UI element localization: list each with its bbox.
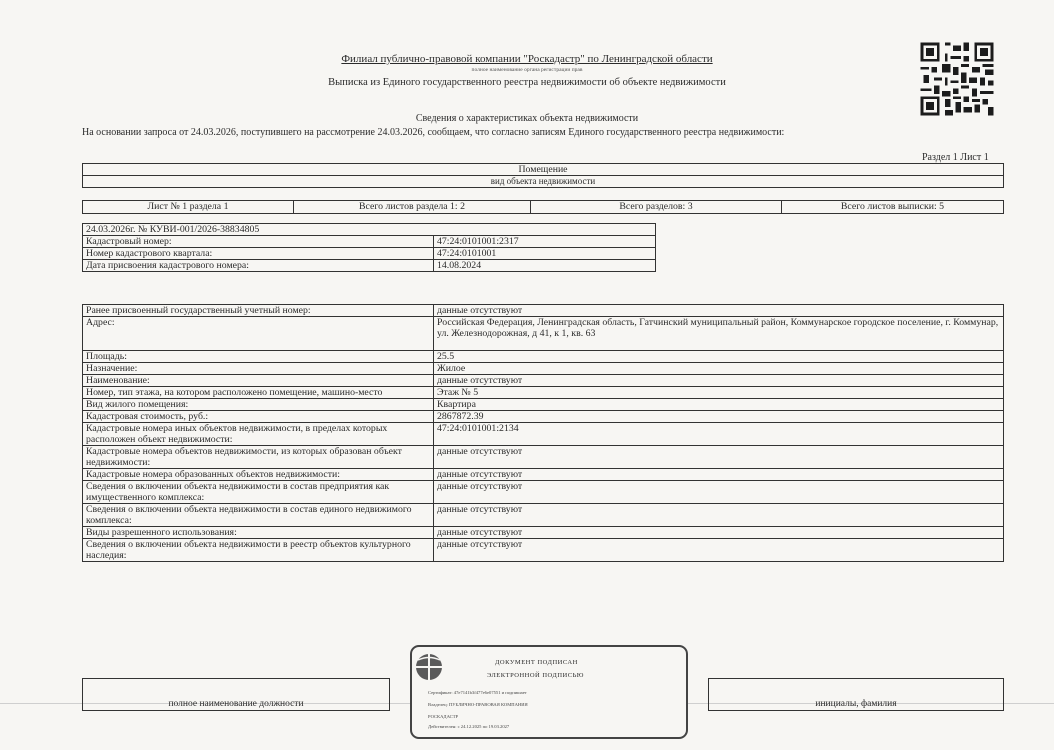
table-row	[83, 423, 1004, 446]
row-value: Российская Федерация, Ленинградская область, Гатчинский муниципальный район, Коммунарское городское поселение, г. Коммунар, ул. Железнодорожная, д 41, к 1, кв. 63	[434, 317, 1004, 351]
name-caption: инициалы, фамилия	[709, 679, 1004, 711]
row-value: данные отсутствуют	[434, 446, 1004, 469]
row-value: 47:24:0101001	[434, 248, 656, 260]
row-label: Наименование:	[83, 375, 434, 387]
row-value: Этаж № 5	[434, 387, 1004, 399]
row-value: Жилое	[434, 363, 1004, 375]
table-row	[83, 539, 1004, 562]
table-row	[83, 387, 1004, 399]
total-sheet-count: Всего листов выписки: 5	[782, 201, 1004, 214]
row-value: 2867872.39	[434, 411, 1004, 423]
row-label: Вид жилого помещения:	[83, 399, 434, 411]
organization-caption: полное наименование органа регистрации прав	[471, 67, 583, 73]
row-value: данные отсутствуют	[434, 504, 1004, 527]
table-row	[83, 305, 1004, 317]
table-row	[83, 411, 1004, 423]
row-label: Площадь:	[83, 351, 434, 363]
table-row	[83, 527, 1004, 539]
row-value: 14.08.2024	[434, 260, 656, 272]
row-value: данные отсутствуют	[434, 481, 1004, 504]
table-row	[83, 481, 1004, 504]
position-caption: полное наименование должности	[83, 679, 390, 711]
emblem-icon	[414, 651, 444, 683]
row-value: 25.5	[434, 351, 1004, 363]
characteristics-table	[82, 304, 1004, 562]
document-title: Выписка из Единого государственного реестра недвижимости об объекте недвижимости	[328, 77, 726, 88]
object-type-caption: вид объекта недвижимости	[83, 176, 1004, 188]
organization-name: Филиал публично-правовой компании "Роскадастр" по Ленинградской области	[341, 53, 713, 65]
row-label: Кадастровый номер:	[83, 236, 434, 248]
table-row	[83, 446, 1004, 469]
qr-code	[918, 40, 996, 118]
document-number: 24.03.2026г. № КУВИ-001/2026-38834805	[83, 224, 656, 236]
row-value: Квартира	[434, 399, 1004, 411]
row-label: Номер кадастрового квартала:	[83, 248, 434, 260]
table-row	[83, 399, 1004, 411]
row-label: Кадастровые номера объектов недвижимости, из которых образован объект недвижимости:	[83, 446, 434, 469]
sheet-number: Лист № 1 раздела 1	[83, 201, 294, 214]
row-label: Кадастровая стоимость, руб.:	[83, 411, 434, 423]
row-value: 47:24:0101001:2317	[434, 236, 656, 248]
section-sheet-count: Всего листов раздела 1: 2	[294, 201, 531, 214]
row-label: Дата присвоения кадастрового номера:	[83, 260, 434, 272]
table-row	[83, 504, 1004, 527]
intro-text: На основании запроса от 24.03.2026, поступившего на рассмотрение 24.03.2026, сообщаем, что согласно записям Единого государственного реестра недвижимости:	[82, 127, 785, 138]
row-label: Ранее присвоенный государственный учетный номер:	[83, 305, 434, 317]
row-label: Кадастровые номера образованных объектов недвижимости:	[83, 469, 434, 481]
row-value: данные отсутствуют	[434, 375, 1004, 387]
sheets-table	[82, 200, 1004, 214]
table-row	[83, 351, 1004, 363]
row-label: Сведения о включении объекта недвижимости в реестр объектов культурного наследия:	[83, 539, 434, 562]
table-row	[83, 260, 656, 272]
row-value: данные отсутствуют	[434, 305, 1004, 317]
section-title: Сведения о характеристиках объекта недвижимости	[415, 113, 639, 124]
object-type: Помещение	[83, 164, 1004, 176]
row-value: данные отсутствуют	[434, 539, 1004, 562]
table-row	[83, 469, 1004, 481]
row-label: Назначение:	[83, 363, 434, 375]
table-row	[83, 375, 1004, 387]
stamp-owner-name: РОСКАДАСТР	[428, 714, 459, 719]
stamp-line-2: ЭЛЕКТРОННОЙ ПОДПИСЬЮ	[487, 672, 584, 679]
table-row	[83, 363, 1004, 375]
basic-info-table	[82, 223, 656, 272]
row-label: Адрес:	[83, 317, 434, 351]
stamp-validity: Действителен: с 24.12.2025 по 19.03.2027	[428, 724, 510, 729]
row-label: Номер, тип этажа, на котором расположено помещение, машино-место	[83, 387, 434, 399]
stamp-owner: Владелец: ПУБЛИЧНО-ПРАВОВАЯ КОМПАНИЯ	[428, 702, 528, 707]
row-value: данные отсутствуют	[434, 469, 1004, 481]
table-row	[83, 236, 656, 248]
row-value: данные отсутствуют	[434, 527, 1004, 539]
row-value: 47:24:0101001:2134	[434, 423, 1004, 446]
object-type-table	[82, 163, 1004, 188]
row-label: Сведения о включении объекта недвижимости в состав единого недвижимого комплекса:	[83, 504, 434, 527]
stamp-line-1: ДОКУМЕНТ ПОДПИСАН	[495, 659, 578, 666]
row-label: Виды разрешенного использования:	[83, 527, 434, 539]
section-count: Всего разделов: 3	[531, 201, 782, 214]
sheet-reference: Раздел 1 Лист 1	[922, 152, 989, 163]
stamp-certificate: Сертификат: 47e7141b3f477e6e07551 и подпишает	[428, 690, 527, 695]
table-row	[83, 248, 656, 260]
table-row	[83, 317, 1004, 351]
row-label: Сведения о включении объекта недвижимости в состав предприятия как имущественного комплекса:	[83, 481, 434, 504]
row-label: Кадастровые номера иных объектов недвижимости, в пределах которых расположен объект недвижимости:	[83, 423, 434, 446]
